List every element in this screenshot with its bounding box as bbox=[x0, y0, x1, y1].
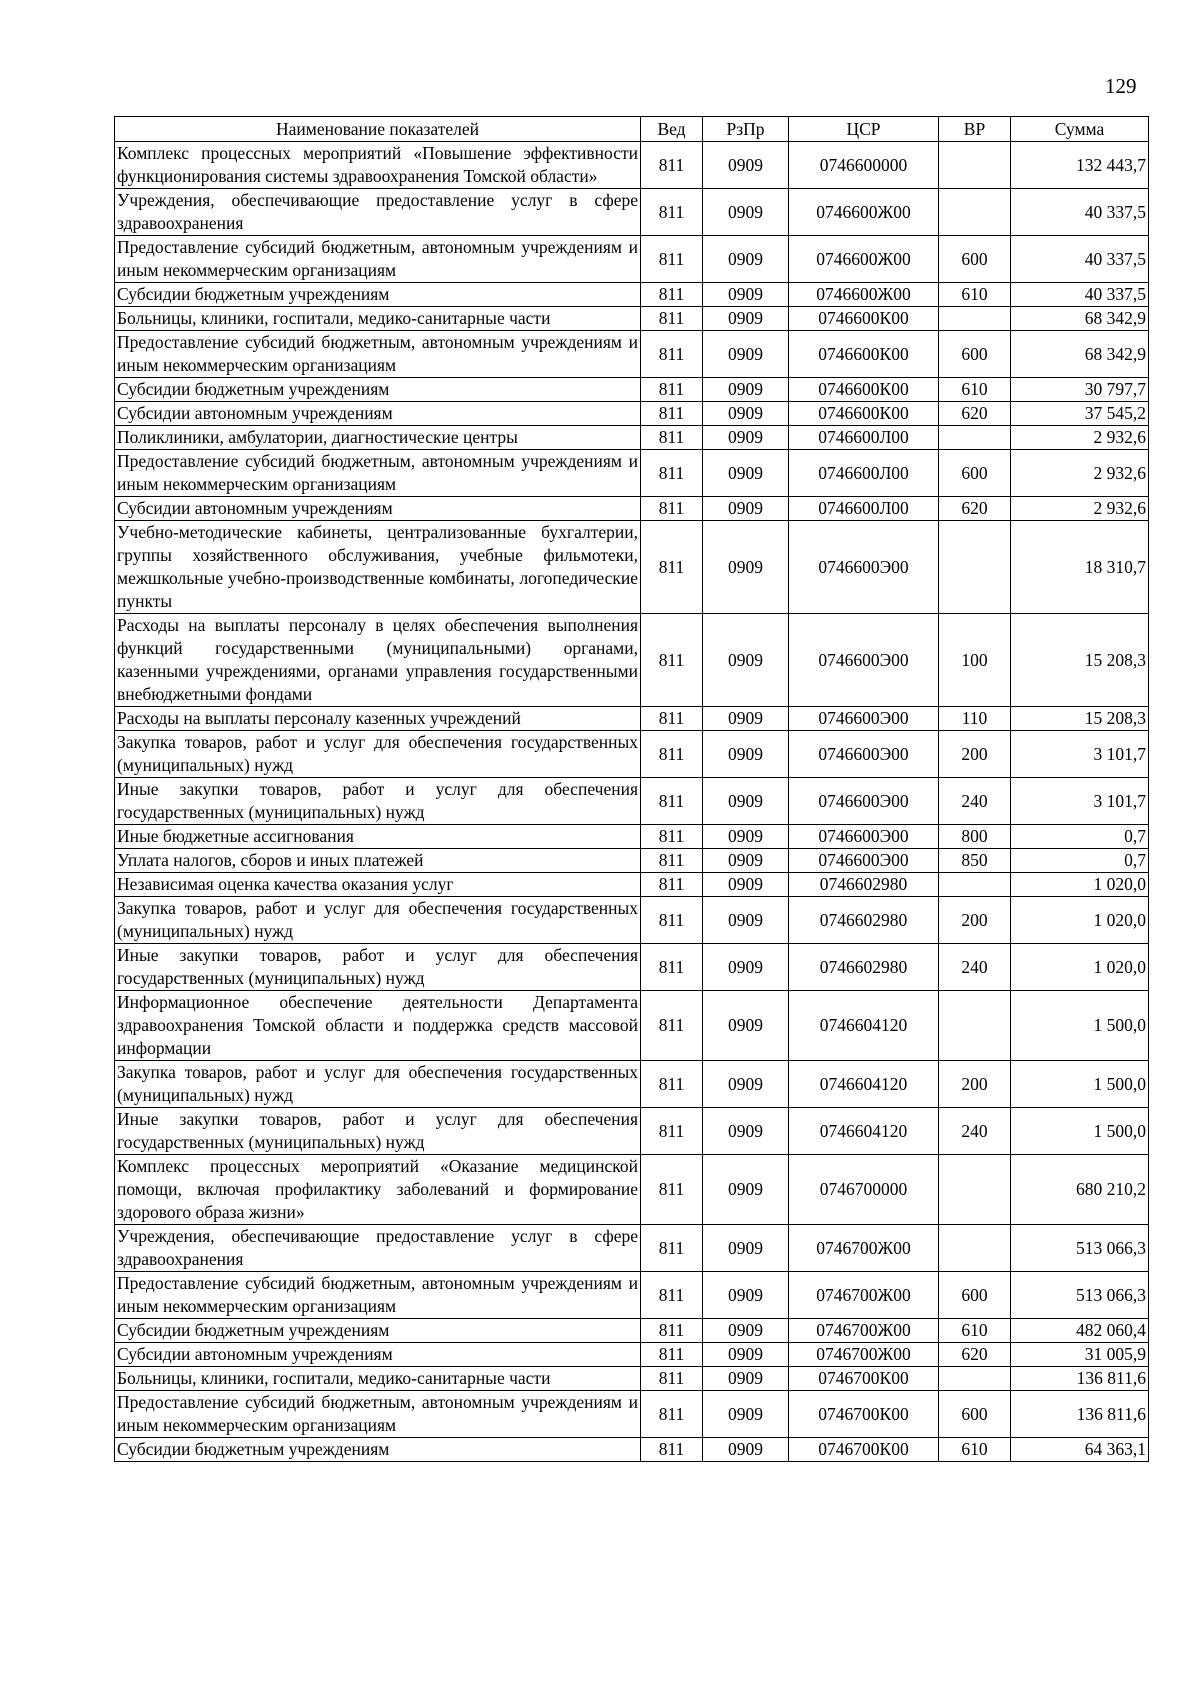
row-sum-cell: 15 208,3 bbox=[1011, 614, 1149, 707]
row-vr-cell: 100 bbox=[939, 614, 1011, 707]
row-csr-cell: 0746700Ж00 bbox=[789, 1272, 939, 1319]
row-name-cell: Субсидии бюджетным учреждениям bbox=[115, 1319, 641, 1343]
row-rzpr-cell: 0909 bbox=[703, 378, 789, 402]
row-name-cell: Предоставление субсидий бюджетным, автономным учреждениям и иным некоммерческим организациям bbox=[115, 331, 641, 378]
row-ved-cell: 811 bbox=[641, 873, 703, 897]
row-ved-cell: 811 bbox=[641, 991, 703, 1061]
table-row bbox=[115, 450, 1149, 497]
table-row bbox=[115, 426, 1149, 450]
row-csr-cell: 0746600К00 bbox=[789, 378, 939, 402]
table-row bbox=[115, 849, 1149, 873]
row-rzpr-cell: 0909 bbox=[703, 497, 789, 521]
row-ved-cell: 811 bbox=[641, 189, 703, 236]
table-row bbox=[115, 521, 1149, 614]
row-ved-cell: 811 bbox=[641, 402, 703, 426]
row-sum-cell: 1 020,0 bbox=[1011, 873, 1149, 897]
row-rzpr-cell: 0909 bbox=[703, 283, 789, 307]
row-vr-cell bbox=[939, 1367, 1011, 1391]
row-rzpr-cell: 0909 bbox=[703, 1367, 789, 1391]
row-csr-cell: 0746600К00 bbox=[789, 331, 939, 378]
row-rzpr-cell: 0909 bbox=[703, 307, 789, 331]
row-sum-cell: 31 005,9 bbox=[1011, 1343, 1149, 1367]
row-ved-cell: 811 bbox=[641, 1225, 703, 1272]
row-name-cell: Субсидии автономным учреждениям bbox=[115, 1343, 641, 1367]
row-name-cell: Расходы на выплаты персоналу казенных учреждений bbox=[115, 707, 641, 731]
row-name-cell: Иные закупки товаров, работ и услуг для обеспечения государственных (муниципальных) нужд bbox=[115, 778, 641, 825]
row-vr-cell: 600 bbox=[939, 236, 1011, 283]
table-row bbox=[115, 778, 1149, 825]
table-row bbox=[115, 1367, 1149, 1391]
row-rzpr-cell: 0909 bbox=[703, 1108, 789, 1155]
row-ved-cell: 811 bbox=[641, 450, 703, 497]
row-name-cell: Закупка товаров, работ и услуг для обеспечения государственных (муниципальных) нужд bbox=[115, 897, 641, 944]
row-csr-cell: 0746600Э00 bbox=[789, 778, 939, 825]
row-rzpr-cell: 0909 bbox=[703, 1438, 789, 1462]
table-row bbox=[115, 307, 1149, 331]
row-sum-cell: 1 020,0 bbox=[1011, 944, 1149, 991]
row-sum-cell: 68 342,9 bbox=[1011, 307, 1149, 331]
row-rzpr-cell: 0909 bbox=[703, 426, 789, 450]
row-sum-cell: 40 337,5 bbox=[1011, 283, 1149, 307]
row-csr-cell: 0746602980 bbox=[789, 944, 939, 991]
row-rzpr-cell: 0909 bbox=[703, 614, 789, 707]
row-name-cell: Предоставление субсидий бюджетным, автономным учреждениям и иным некоммерческим организациям bbox=[115, 236, 641, 283]
row-rzpr-cell: 0909 bbox=[703, 825, 789, 849]
header-vr: ВР bbox=[939, 117, 1011, 142]
row-name-cell: Иные закупки товаров, работ и услуг для обеспечения государственных (муниципальных) нужд bbox=[115, 1108, 641, 1155]
row-csr-cell: 0746602980 bbox=[789, 873, 939, 897]
table-row bbox=[115, 236, 1149, 283]
row-sum-cell: 136 811,6 bbox=[1011, 1367, 1149, 1391]
row-ved-cell: 811 bbox=[641, 849, 703, 873]
row-rzpr-cell: 0909 bbox=[703, 450, 789, 497]
row-vr-cell: 200 bbox=[939, 1061, 1011, 1108]
row-sum-cell: 482 060,4 bbox=[1011, 1319, 1149, 1343]
table-row bbox=[115, 283, 1149, 307]
header-rzpr: РзПр bbox=[703, 117, 789, 142]
table-row bbox=[115, 1272, 1149, 1319]
row-ved-cell: 811 bbox=[641, 1108, 703, 1155]
row-csr-cell: 0746600Э00 bbox=[789, 825, 939, 849]
row-ved-cell: 811 bbox=[641, 1438, 703, 1462]
row-csr-cell: 0746600Э00 bbox=[789, 731, 939, 778]
row-rzpr-cell: 0909 bbox=[703, 944, 789, 991]
row-name-cell: Поликлиники, амбулатории, диагностические центры bbox=[115, 426, 641, 450]
row-csr-cell: 0746600000 bbox=[789, 142, 939, 189]
row-ved-cell: 811 bbox=[641, 307, 703, 331]
row-name-cell: Учебно-методические кабинеты, централизованные бухгалтерии, группы хозяйственного обслуживания, учебные фильмотеки, межшкольные учебно-производственные комбинаты, логопедические пункты bbox=[115, 521, 641, 614]
row-ved-cell: 811 bbox=[641, 142, 703, 189]
row-rzpr-cell: 0909 bbox=[703, 142, 789, 189]
row-sum-cell: 0,7 bbox=[1011, 825, 1149, 849]
row-ved-cell: 811 bbox=[641, 897, 703, 944]
row-rzpr-cell: 0909 bbox=[703, 189, 789, 236]
row-sum-cell: 15 208,3 bbox=[1011, 707, 1149, 731]
table-row bbox=[115, 402, 1149, 426]
row-csr-cell: 0746600К00 bbox=[789, 307, 939, 331]
row-name-cell: Закупка товаров, работ и услуг для обеспечения государственных (муниципальных) нужд bbox=[115, 1061, 641, 1108]
row-vr-cell: 620 bbox=[939, 497, 1011, 521]
row-name-cell: Субсидии автономным учреждениям bbox=[115, 402, 641, 426]
row-csr-cell: 0746600Э00 bbox=[789, 849, 939, 873]
row-name-cell: Предоставление субсидий бюджетным, автономным учреждениям и иным некоммерческим организациям bbox=[115, 450, 641, 497]
table-row bbox=[115, 1319, 1149, 1343]
row-name-cell: Субсидии бюджетным учреждениям bbox=[115, 1438, 641, 1462]
row-rzpr-cell: 0909 bbox=[703, 707, 789, 731]
row-rzpr-cell: 0909 bbox=[703, 897, 789, 944]
row-vr-cell: 610 bbox=[939, 283, 1011, 307]
row-csr-cell: 07466​00Ж00 bbox=[789, 189, 939, 236]
row-vr-cell: 200 bbox=[939, 731, 1011, 778]
row-sum-cell: 30 797,7 bbox=[1011, 378, 1149, 402]
row-ved-cell: 811 bbox=[641, 778, 703, 825]
row-sum-cell: 18 310,7 bbox=[1011, 521, 1149, 614]
row-csr-cell: 0746600Л00 bbox=[789, 426, 939, 450]
row-name-cell: Информационное обеспечение деятельности Департамента здравоохранения Томской области и поддержка средств массовой информации bbox=[115, 991, 641, 1061]
row-name-cell: Расходы на выплаты персоналу в целях обеспечения выполнения функций государственными (муниципальными) органами, казенными учреждениями, органами управления государственными внебюджетными фондами bbox=[115, 614, 641, 707]
table-body bbox=[115, 142, 1149, 1462]
table-row bbox=[115, 142, 1149, 189]
row-vr-cell: 110 bbox=[939, 707, 1011, 731]
row-name-cell: Субсидии бюджетным учреждениям bbox=[115, 283, 641, 307]
row-ved-cell: 811 bbox=[641, 378, 703, 402]
row-name-cell: Иные закупки товаров, работ и услуг для обеспечения государственных (муниципальных) нужд bbox=[115, 944, 641, 991]
row-vr-cell: 610 bbox=[939, 1319, 1011, 1343]
row-rzpr-cell: 0909 bbox=[703, 731, 789, 778]
row-csr-cell: 0746600Э00 bbox=[789, 614, 939, 707]
row-csr-cell: 0746700Ж00 bbox=[789, 1319, 939, 1343]
row-csr-cell: 0746604120 bbox=[789, 1108, 939, 1155]
row-csr-cell: 0746700К00 bbox=[789, 1391, 939, 1438]
row-rzpr-cell: 0909 bbox=[703, 778, 789, 825]
row-name-cell: Субсидии бюджетным учреждениям bbox=[115, 378, 641, 402]
row-vr-cell: 240 bbox=[939, 1108, 1011, 1155]
row-vr-cell bbox=[939, 189, 1011, 236]
row-sum-cell: 37 545,2 bbox=[1011, 402, 1149, 426]
row-ved-cell: 811 bbox=[641, 707, 703, 731]
budget-table bbox=[114, 116, 1149, 1462]
row-rzpr-cell: 0909 bbox=[703, 236, 789, 283]
row-sum-cell: 1 500,0 bbox=[1011, 1061, 1149, 1108]
row-rzpr-cell: 0909 bbox=[703, 402, 789, 426]
header-ved: Вед bbox=[641, 117, 703, 142]
row-vr-cell: 600 bbox=[939, 1272, 1011, 1319]
row-name-cell: Субсидии автономным учреждениям bbox=[115, 497, 641, 521]
row-ved-cell: 811 bbox=[641, 1367, 703, 1391]
row-rzpr-cell: 0909 bbox=[703, 1272, 789, 1319]
table-row bbox=[115, 614, 1149, 707]
row-sum-cell: 64 363,1 bbox=[1011, 1438, 1149, 1462]
header-name: Наименование показателей bbox=[115, 117, 641, 142]
row-sum-cell: 3 101,7 bbox=[1011, 731, 1149, 778]
row-name-cell: Больницы, клиники, госпитали, медико-санитарные части bbox=[115, 1367, 641, 1391]
row-name-cell: Иные бюджетные ассигнования bbox=[115, 825, 641, 849]
row-sum-cell: 40 337,5 bbox=[1011, 236, 1149, 283]
row-vr-cell: 610 bbox=[939, 1438, 1011, 1462]
row-csr-cell: 0746600Ж00 bbox=[789, 283, 939, 307]
row-csr-cell: 0746700000 bbox=[789, 1155, 939, 1225]
row-vr-cell: 610 bbox=[939, 378, 1011, 402]
row-ved-cell: 811 bbox=[641, 1155, 703, 1225]
page-number: 129 bbox=[1105, 74, 1137, 98]
row-ved-cell: 811 bbox=[641, 497, 703, 521]
table-row bbox=[115, 378, 1149, 402]
row-name-cell: Больницы, клиники, госпитали, медико-санитарные части bbox=[115, 307, 641, 331]
table-row bbox=[115, 1225, 1149, 1272]
row-sum-cell: 0,7 bbox=[1011, 849, 1149, 873]
row-rzpr-cell: 0909 bbox=[703, 1391, 789, 1438]
row-sum-cell: 2 932,6 bbox=[1011, 426, 1149, 450]
table-row bbox=[115, 1108, 1149, 1155]
row-vr-cell bbox=[939, 142, 1011, 189]
row-name-cell: Предоставление субсидий бюджетным, автономным учреждениям и иным некоммерческим организациям bbox=[115, 1391, 641, 1438]
row-ved-cell: 811 bbox=[641, 944, 703, 991]
table-row bbox=[115, 1391, 1149, 1438]
row-csr-cell: 0746604120 bbox=[789, 991, 939, 1061]
row-ved-cell: 811 bbox=[641, 521, 703, 614]
row-rzpr-cell: 0909 bbox=[703, 849, 789, 873]
header-sum: Сумма bbox=[1011, 117, 1149, 142]
row-sum-cell: 1 500,0 bbox=[1011, 991, 1149, 1061]
row-vr-cell: 620 bbox=[939, 402, 1011, 426]
row-csr-cell: 0746600К00 bbox=[789, 402, 939, 426]
row-csr-cell: 0746600Л00 bbox=[789, 450, 939, 497]
row-name-cell: Закупка товаров, работ и услуг для обеспечения государственных (муниципальных) нужд bbox=[115, 731, 641, 778]
row-rzpr-cell: 0909 bbox=[703, 1225, 789, 1272]
row-ved-cell: 811 bbox=[641, 1343, 703, 1367]
row-vr-cell bbox=[939, 873, 1011, 897]
row-vr-cell bbox=[939, 307, 1011, 331]
row-sum-cell: 2 932,6 bbox=[1011, 497, 1149, 521]
row-ved-cell: 811 bbox=[641, 614, 703, 707]
row-sum-cell: 136 811,6 bbox=[1011, 1391, 1149, 1438]
row-vr-cell bbox=[939, 1155, 1011, 1225]
row-sum-cell: 68 342,9 bbox=[1011, 331, 1149, 378]
table-row bbox=[115, 1343, 1149, 1367]
row-sum-cell: 513 066,3 bbox=[1011, 1225, 1149, 1272]
row-sum-cell: 40 337,5 bbox=[1011, 189, 1149, 236]
row-vr-cell: 200 bbox=[939, 897, 1011, 944]
row-ved-cell: 811 bbox=[641, 1272, 703, 1319]
row-vr-cell: 850 bbox=[939, 849, 1011, 873]
row-vr-cell: 600 bbox=[939, 450, 1011, 497]
row-sum-cell: 132 443,7 bbox=[1011, 142, 1149, 189]
row-csr-cell: 0746600Э00 bbox=[789, 707, 939, 731]
row-ved-cell: 811 bbox=[641, 331, 703, 378]
row-vr-cell: 600 bbox=[939, 1391, 1011, 1438]
row-vr-cell: 240 bbox=[939, 944, 1011, 991]
table-row bbox=[115, 825, 1149, 849]
row-rzpr-cell: 0909 bbox=[703, 1061, 789, 1108]
row-rzpr-cell: 0909 bbox=[703, 1343, 789, 1367]
row-name-cell: Уплата налогов, сборов и иных платежей bbox=[115, 849, 641, 873]
row-name-cell: Учреждения, обеспечивающие предоставление услуг в сфере здравоохранения bbox=[115, 189, 641, 236]
row-sum-cell: 1 020,0 bbox=[1011, 897, 1149, 944]
row-ved-cell: 811 bbox=[641, 426, 703, 450]
row-csr-cell: 0746700Ж00 bbox=[789, 1343, 939, 1367]
row-vr-cell: 620 bbox=[939, 1343, 1011, 1367]
row-name-cell: Независимая оценка качества оказания услуг bbox=[115, 873, 641, 897]
row-csr-cell: 0746602980 bbox=[789, 897, 939, 944]
row-vr-cell: 800 bbox=[939, 825, 1011, 849]
row-ved-cell: 811 bbox=[641, 1319, 703, 1343]
table-row bbox=[115, 731, 1149, 778]
row-csr-cell: 0746700Ж00 bbox=[789, 1225, 939, 1272]
table-row bbox=[115, 897, 1149, 944]
table-row bbox=[115, 1155, 1149, 1225]
header-csr: ЦСР bbox=[789, 117, 939, 142]
row-vr-cell bbox=[939, 991, 1011, 1061]
row-sum-cell: 1 500,0 bbox=[1011, 1108, 1149, 1155]
row-ved-cell: 811 bbox=[641, 283, 703, 307]
table-row bbox=[115, 873, 1149, 897]
row-csr-cell: 0746600Ж00 bbox=[789, 236, 939, 283]
row-ved-cell: 811 bbox=[641, 1391, 703, 1438]
table-row bbox=[115, 1061, 1149, 1108]
row-name-cell: Комплекс процессных мероприятий «Оказание медицинской помощи, включая профилактику заболеваний и формирование здорового образа жизни» bbox=[115, 1155, 641, 1225]
table-row bbox=[115, 497, 1149, 521]
row-name-cell: Комплекс процессных мероприятий «Повышение эффективности функционирования системы здравоохранения Томской области» bbox=[115, 142, 641, 189]
row-vr-cell bbox=[939, 1225, 1011, 1272]
row-rzpr-cell: 0909 bbox=[703, 1319, 789, 1343]
row-sum-cell: 2 932,6 bbox=[1011, 450, 1149, 497]
row-csr-cell: 0746600Л00 bbox=[789, 497, 939, 521]
table-row bbox=[115, 331, 1149, 378]
row-ved-cell: 811 bbox=[641, 825, 703, 849]
row-ved-cell: 811 bbox=[641, 731, 703, 778]
row-csr-cell: 0746604120 bbox=[789, 1061, 939, 1108]
table-row bbox=[115, 707, 1149, 731]
row-name-cell: Предоставление субсидий бюджетным, автономным учреждениям и иным некоммерческим организациям bbox=[115, 1272, 641, 1319]
row-csr-cell: 0746700К00 bbox=[789, 1367, 939, 1391]
table-row bbox=[115, 189, 1149, 236]
row-name-cell: Учреждения, обеспечивающие предоставление услуг в сфере здравоохранения bbox=[115, 1225, 641, 1272]
table-row bbox=[115, 991, 1149, 1061]
row-sum-cell: 513 066,3 bbox=[1011, 1272, 1149, 1319]
row-vr-cell: 600 bbox=[939, 331, 1011, 378]
row-vr-cell bbox=[939, 521, 1011, 614]
row-vr-cell: 240 bbox=[939, 778, 1011, 825]
row-rzpr-cell: 0909 bbox=[703, 991, 789, 1061]
table-row bbox=[115, 944, 1149, 991]
row-sum-cell: 680 210,2 bbox=[1011, 1155, 1149, 1225]
row-rzpr-cell: 0909 bbox=[703, 331, 789, 378]
row-csr-cell: 0746600Э00 bbox=[789, 521, 939, 614]
row-sum-cell: 3 101,7 bbox=[1011, 778, 1149, 825]
row-vr-cell bbox=[939, 426, 1011, 450]
table-header-row bbox=[115, 117, 1149, 142]
row-csr-cell: 0746700К00 bbox=[789, 1438, 939, 1462]
row-rzpr-cell: 0909 bbox=[703, 873, 789, 897]
row-rzpr-cell: 0909 bbox=[703, 521, 789, 614]
row-ved-cell: 811 bbox=[641, 1061, 703, 1108]
row-ved-cell: 811 bbox=[641, 236, 703, 283]
row-rzpr-cell: 0909 bbox=[703, 1155, 789, 1225]
table-row bbox=[115, 1438, 1149, 1462]
